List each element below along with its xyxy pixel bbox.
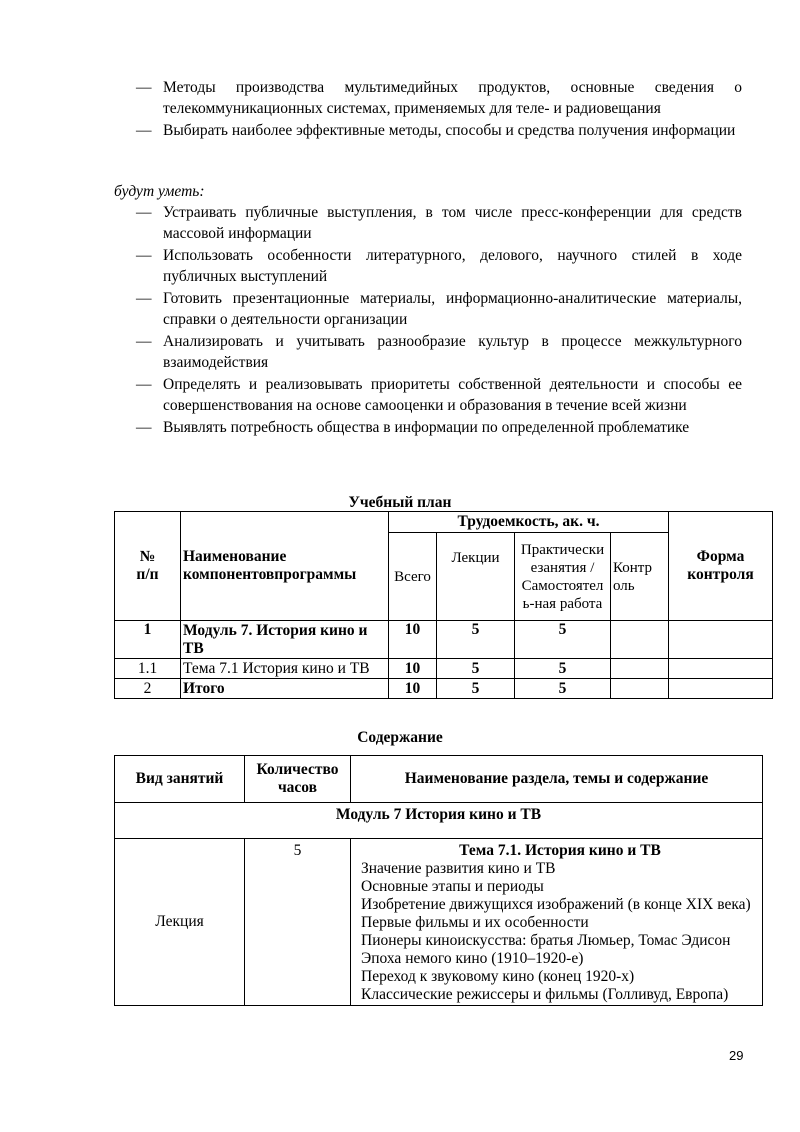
list-item-text: Использовать особенности литературного, делового, научного стилей в ходе публичных выступлений: [163, 247, 742, 285]
list-item-text: Готовить презентационные материалы, информационно-аналитические материалы, справки о деятельности организации: [163, 290, 742, 328]
bullet-dash: —: [136, 376, 152, 393]
row-control: [611, 621, 669, 659]
header-lectures: Лекции: [437, 533, 515, 621]
content-table: [114, 755, 763, 1006]
list-item: [136, 331, 742, 373]
topic-line: Классические режиссеры и фильмы (Голливуд, Европа): [361, 986, 729, 1003]
list-item: [136, 245, 742, 287]
row-total: 10: [389, 659, 437, 679]
header-labor: Трудоемкость, ак. ч.: [389, 512, 669, 533]
bullet-dash: —: [136, 333, 152, 350]
header-num: № п/п: [115, 512, 181, 621]
row-name: Модуль 7. История кино и ТВ: [181, 621, 389, 659]
table-row: [115, 839, 763, 1006]
header-control: Контр оль: [611, 533, 669, 621]
topic-cell: [351, 839, 763, 1006]
header-form: Форма контроля: [669, 512, 773, 621]
row-form: [669, 679, 773, 699]
topic-line: Пионеры киноискусства: братья Люмьер, Томас Эдисон: [361, 932, 731, 949]
table-row: [115, 679, 773, 699]
list-item-text: Устраивать публичные выступления, в том числе пресс-конференции для средств массовой информации: [163, 204, 742, 242]
bullet-dash: —: [136, 204, 152, 221]
module-title: Модуль 7 История кино и ТВ: [115, 803, 763, 839]
topic-line: Эпоха немого кино (1910–1920-е): [361, 950, 584, 967]
lesson-type: Лекция: [115, 839, 245, 1006]
bullet-dash: —: [136, 247, 152, 264]
row-control: [611, 659, 669, 679]
list-item: [136, 77, 742, 119]
row-name: Тема 7.1 История кино и ТВ: [181, 659, 389, 679]
page-number: 29: [729, 1048, 744, 1063]
will-be-able-label: будут уметь:: [114, 183, 205, 200]
lesson-hours: 5: [245, 839, 351, 1006]
list-item: [136, 374, 742, 416]
row-lectures: 5: [437, 679, 515, 699]
row-practice: 5: [515, 659, 611, 679]
topic-line: Изобретение движущихся изображений (в конце XIX века): [361, 896, 751, 913]
knowledge-list: [136, 77, 742, 142]
header-title: Наименование раздела, темы и содержание: [351, 756, 763, 803]
topic-line: Основные этапы и периоды: [361, 878, 544, 895]
row-form: [669, 659, 773, 679]
list-item-text: Выбирать наиболее эффективные методы, способы и средства получения информации: [163, 122, 736, 139]
bullet-dash: —: [136, 79, 152, 96]
list-item: [136, 202, 742, 244]
row-num: 1: [115, 621, 181, 659]
study-plan-table: [114, 511, 773, 699]
header-type: Вид занятий: [115, 756, 245, 803]
header-hours: Количество часов: [245, 756, 351, 803]
list-item-text: Анализировать и учитывать разнообразие культур в процессе межкультурного взаимодействия: [163, 333, 742, 371]
topic-line: Первые фильмы и их особенности: [361, 914, 589, 931]
row-practice: 5: [515, 621, 611, 659]
topic-line: Переход к звуковому кино (конец 1920-х): [361, 968, 635, 985]
study-plan-caption: Учебный план: [348, 494, 452, 511]
list-item: [136, 417, 742, 438]
bullet-dash: —: [136, 122, 152, 139]
row-total: 10: [389, 621, 437, 659]
list-item-text: Методы производства мультимедийных продуктов, основные сведения о телекоммуникационных системах, применяемых для теле- и радиовещания: [163, 79, 742, 117]
list-item-text: Определять и реализовывать приоритеты собственной деятельности и способы ее совершенствования на основе самооценки и образования в течение всей жизни: [163, 376, 742, 414]
bullet-dash: —: [136, 419, 152, 436]
row-control: [611, 679, 669, 699]
row-num: 2: [115, 679, 181, 699]
skills-list: [136, 202, 742, 439]
table-row: [115, 659, 773, 679]
list-item: [136, 120, 742, 141]
topic-title: Тема 7.1. История кино и ТВ: [459, 842, 661, 859]
table-row: [115, 621, 773, 659]
list-item: [136, 288, 742, 330]
row-total: 10: [389, 679, 437, 699]
header-practice: Практически езанятия / Самостоятел ь-ная работа: [515, 533, 611, 621]
topic-line: Значение развития кино и ТВ: [361, 860, 556, 877]
header-name: Наименование компонентовпрограммы: [181, 512, 389, 621]
row-lectures: 5: [437, 621, 515, 659]
row-form: [669, 621, 773, 659]
list-item-text: Выявлять потребность общества в информации по определенной проблематике: [163, 419, 690, 436]
row-num: 1.1: [115, 659, 181, 679]
row-lectures: 5: [437, 659, 515, 679]
header-total: Всего: [389, 533, 437, 621]
row-name: Итого: [181, 679, 389, 699]
content-caption: Содержание: [357, 729, 443, 746]
bullet-dash: —: [136, 290, 152, 307]
row-practice: 5: [515, 679, 611, 699]
